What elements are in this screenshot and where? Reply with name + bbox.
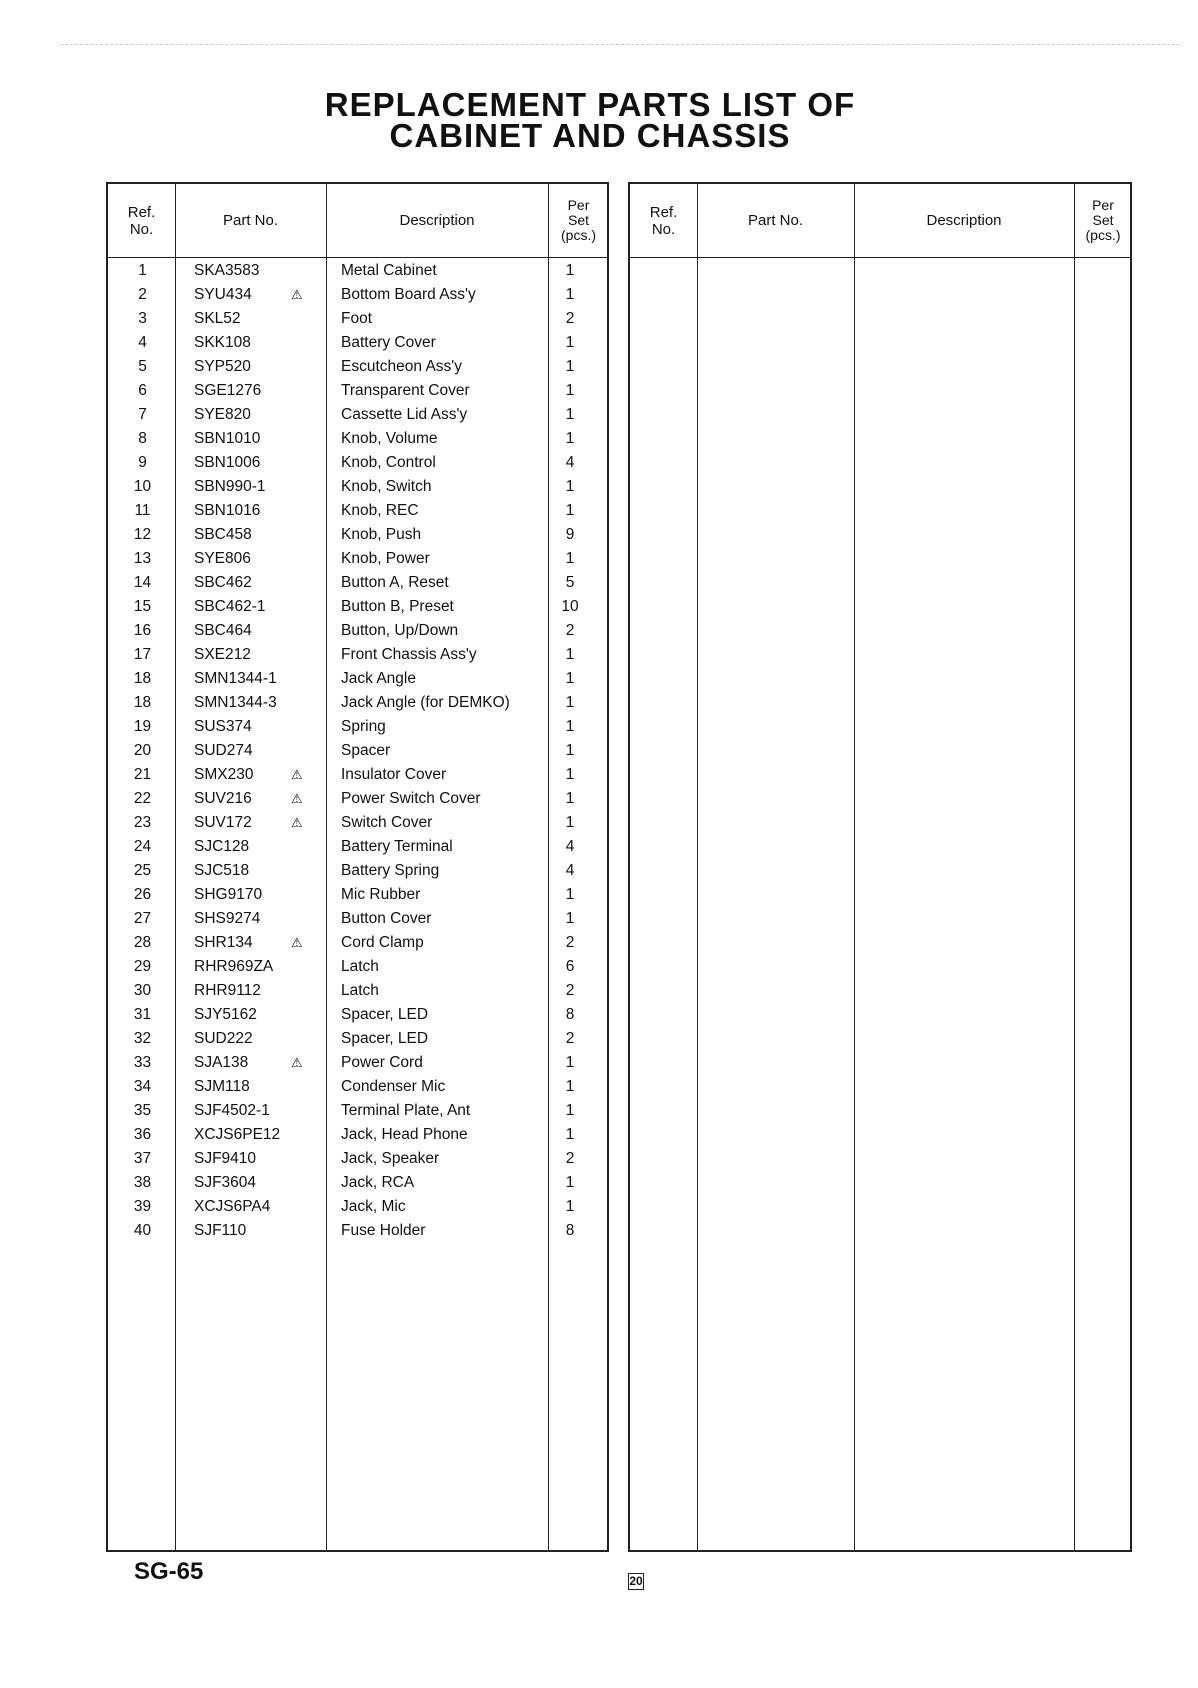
- per-set-qty-cell: 1: [565, 886, 575, 903]
- per-set-qty-cell: 10: [561, 598, 579, 615]
- description-cell: Knob, Power: [341, 550, 430, 567]
- ref-no-cell: 24: [133, 838, 152, 855]
- part-no-cell: SBC464: [194, 622, 252, 639]
- part-no-cell: SJF110: [194, 1222, 247, 1239]
- table-row: [108, 1075, 607, 1099]
- table-row: [108, 1027, 607, 1051]
- description-cell: Spacer, LED: [341, 1030, 429, 1047]
- ref-no-cell: 21: [133, 766, 152, 783]
- description-cell: Button, Up/Down: [341, 622, 459, 639]
- ref-no-cell: 4: [138, 334, 147, 351]
- ref-no-cell: 36: [133, 1126, 152, 1143]
- per-set-qty-cell: 1: [565, 430, 575, 447]
- per-set-qty-cell: 1: [565, 910, 575, 927]
- description-cell: Spacer, LED: [341, 1006, 429, 1023]
- ref-no-cell: 35: [133, 1102, 152, 1119]
- description-cell: Button Cover: [341, 910, 432, 927]
- part-no-cell: SJY5162: [194, 1006, 257, 1023]
- description-cell: Jack Angle (for DEMKO): [341, 694, 510, 711]
- ref-no-cell: 20: [133, 742, 152, 759]
- ref-no-cell: 15: [133, 598, 152, 615]
- description-cell: Cassette Lid Ass'y: [341, 406, 468, 423]
- part-no-cell: SUD274: [194, 742, 253, 759]
- per-set-qty-cell: 1: [565, 694, 575, 711]
- part-no-cell: SKA3583: [194, 262, 260, 279]
- ref-no-cell: 25: [133, 862, 152, 879]
- header-part-no: Part No.: [222, 212, 279, 229]
- ref-no-cell: 26: [133, 886, 152, 903]
- description-cell: Knob, Push: [341, 526, 422, 543]
- description-cell: Latch: [341, 958, 379, 975]
- page-title-line-1: REPLACEMENT PARTS LIST OF: [324, 86, 856, 123]
- ref-no-cell: 40: [133, 1222, 152, 1239]
- table-row: [108, 499, 607, 523]
- part-no-cell: SHR134: [194, 934, 253, 951]
- per-set-qty-cell: 2: [565, 310, 575, 327]
- part-no-cell: SJF9410: [194, 1150, 257, 1167]
- ref-no-cell: 9: [138, 454, 147, 471]
- header-per-set: Per Set (pcs.): [561, 197, 596, 243]
- table-row: [108, 259, 607, 283]
- table-row: [108, 883, 607, 907]
- column-divider: [697, 184, 698, 1550]
- part-no-cell: SUV172: [194, 814, 252, 831]
- part-no-cell: SMX230: [194, 766, 254, 783]
- part-no-cell: SBC458: [194, 526, 252, 543]
- scan-top-rule: [60, 44, 1180, 45]
- description-cell: Power Switch Cover: [341, 790, 481, 807]
- ref-no-cell: 39: [133, 1198, 152, 1215]
- table-row: [108, 355, 607, 379]
- part-no-cell: XCJS6PE12: [194, 1126, 281, 1143]
- table-row: [108, 547, 607, 571]
- description-cell: Terminal Plate, Ant: [341, 1102, 471, 1119]
- ref-no-cell: 38: [133, 1174, 152, 1191]
- part-no-cell: SXE212: [194, 646, 251, 663]
- ref-no-cell: 28: [133, 934, 152, 951]
- per-set-qty-cell: 1: [565, 334, 575, 351]
- per-set-qty-cell: 8: [565, 1006, 575, 1023]
- per-set-qty-cell: 2: [565, 934, 575, 951]
- header-part-no: Part No.: [747, 212, 804, 229]
- description-cell: Foot: [341, 310, 373, 327]
- description-cell: Power Cord: [341, 1054, 423, 1071]
- per-set-qty-cell: 1: [565, 502, 575, 519]
- ref-no-cell: 8: [138, 430, 147, 447]
- ref-no-cell: 2: [138, 286, 147, 303]
- page-title-line-2: CABINET AND CHASSIS: [389, 117, 791, 154]
- per-set-qty-cell: 2: [565, 982, 575, 999]
- per-set-qty-cell: 1: [565, 1054, 575, 1071]
- part-no-cell: SYE806: [194, 550, 251, 567]
- part-no-cell: SMN1344-1: [194, 670, 277, 687]
- table-row: [108, 763, 607, 787]
- description-cell: Insulator Cover: [341, 766, 447, 783]
- description-cell: Knob, Volume: [341, 430, 438, 447]
- part-no-cell: SKK108: [194, 334, 251, 351]
- safety-warning-icon: ⚠: [291, 287, 303, 302]
- part-no-cell: SJC128: [194, 838, 250, 855]
- per-set-qty-cell: 1: [565, 1126, 575, 1143]
- per-set-qty-cell: 1: [565, 406, 575, 423]
- table-row: [108, 451, 607, 475]
- part-no-cell: SBC462: [194, 574, 252, 591]
- description-cell: Knob, Control: [341, 454, 436, 471]
- table-row: [108, 403, 607, 427]
- part-no-cell: SHG9170: [194, 886, 263, 903]
- per-set-qty-cell: 1: [565, 1102, 575, 1119]
- per-set-qty-cell: 1: [565, 382, 575, 399]
- ref-no-cell: 6: [138, 382, 147, 399]
- safety-warning-icon: ⚠: [291, 767, 303, 782]
- ref-no-cell: 27: [133, 910, 152, 927]
- safety-warning-icon: ⚠: [291, 935, 303, 950]
- per-set-qty-cell: 1: [565, 646, 575, 663]
- description-cell: Spring: [341, 718, 386, 735]
- safety-warning-icon: ⚠: [291, 815, 303, 830]
- description-cell: Button B, Preset: [341, 598, 454, 615]
- table-row: [108, 1171, 607, 1195]
- ref-no-cell: 7: [138, 406, 147, 423]
- table-row: [108, 907, 607, 931]
- table-row: [108, 979, 607, 1003]
- per-set-qty-cell: 1: [565, 358, 575, 375]
- part-no-cell: SJA138: [194, 1054, 249, 1071]
- header-ref-no: Ref. No.: [127, 203, 156, 238]
- part-no-cell: SUS374: [194, 718, 252, 735]
- table-row: [108, 1195, 607, 1219]
- ref-no-cell: 10: [133, 478, 152, 495]
- per-set-qty-cell: 1: [565, 1078, 575, 1095]
- table-row: [108, 715, 607, 739]
- ref-no-cell: 22: [133, 790, 152, 807]
- part-no-cell: SBC462-1: [194, 598, 266, 615]
- ref-no-cell: 3: [138, 310, 147, 327]
- description-cell: Front Chassis Ass'y: [341, 646, 477, 663]
- part-no-cell: SUV216: [194, 790, 252, 807]
- per-set-qty-cell: 1: [565, 766, 575, 783]
- part-no-cell: SJC518: [194, 862, 250, 879]
- description-cell: Bottom Board Ass'y: [341, 286, 476, 303]
- description-cell: Spacer: [341, 742, 391, 759]
- table-row: [108, 619, 607, 643]
- table-row: [108, 835, 607, 859]
- ref-no-cell: 37: [133, 1150, 152, 1167]
- part-no-cell: SKL52: [194, 310, 241, 327]
- per-set-qty-cell: 4: [565, 838, 575, 855]
- page-number: 20: [629, 1574, 643, 1588]
- part-no-cell: RHR969ZA: [194, 958, 274, 975]
- description-cell: Condenser Mic: [341, 1078, 446, 1095]
- header-description: Description: [399, 212, 475, 229]
- table-row: [108, 1147, 607, 1171]
- description-cell: Mic Rubber: [341, 886, 421, 903]
- per-set-qty-cell: 4: [565, 862, 575, 879]
- table-row: [108, 379, 607, 403]
- description-cell: Jack Angle: [341, 670, 416, 687]
- table-row: [108, 1219, 607, 1243]
- per-set-qty-cell: 8: [565, 1222, 575, 1239]
- ref-no-cell: 16: [133, 622, 152, 639]
- description-cell: Battery Spring: [341, 862, 440, 879]
- ref-no-cell: 33: [133, 1054, 152, 1071]
- part-no-cell: SBN1010: [194, 430, 261, 447]
- table-row: [108, 427, 607, 451]
- table-row: [108, 1003, 607, 1027]
- table-row: [108, 523, 607, 547]
- per-set-qty-cell: 1: [565, 790, 575, 807]
- per-set-qty-cell: 4: [565, 454, 575, 471]
- description-cell: Metal Cabinet: [341, 262, 437, 279]
- description-cell: Jack, Head Phone: [341, 1126, 468, 1143]
- per-set-qty-cell: 1: [565, 670, 575, 687]
- table-row: [108, 475, 607, 499]
- description-cell: Jack, RCA: [341, 1174, 415, 1191]
- ref-no-cell: 34: [133, 1078, 152, 1095]
- per-set-qty-cell: 1: [565, 1174, 575, 1191]
- table-row: [108, 955, 607, 979]
- parts-table-right: [628, 182, 1132, 1552]
- ref-no-cell: 30: [133, 982, 152, 999]
- part-no-cell: SUD222: [194, 1030, 253, 1047]
- ref-no-cell: 12: [133, 526, 152, 543]
- table-row: [108, 691, 607, 715]
- table-row: [108, 931, 607, 955]
- description-cell: Button A, Reset: [341, 574, 449, 591]
- part-no-cell: SYE820: [194, 406, 251, 423]
- ref-no-cell: 13: [133, 550, 152, 567]
- ref-no-cell: 32: [133, 1030, 152, 1047]
- table-row: [108, 595, 607, 619]
- per-set-qty-cell: 1: [565, 742, 575, 759]
- column-divider: [854, 184, 855, 1550]
- per-set-qty-cell: 1: [565, 286, 575, 303]
- per-set-qty-cell: 2: [565, 622, 575, 639]
- table-row: [108, 667, 607, 691]
- table-row: [108, 643, 607, 667]
- per-set-qty-cell: 1: [565, 550, 575, 567]
- table-row: [108, 331, 607, 355]
- description-cell: Knob, REC: [341, 502, 419, 519]
- per-set-qty-cell: 1: [565, 814, 575, 831]
- description-cell: Latch: [341, 982, 379, 999]
- description-cell: Jack, Speaker: [341, 1150, 440, 1167]
- ref-no-cell: 31: [133, 1006, 152, 1023]
- table-row: [108, 787, 607, 811]
- ref-no-cell: 14: [133, 574, 152, 591]
- table-row: [108, 1051, 607, 1075]
- table-row: [108, 739, 607, 763]
- ref-no-cell: 23: [133, 814, 152, 831]
- description-cell: Knob, Switch: [341, 478, 432, 495]
- part-no-cell: SHS9274: [194, 910, 261, 927]
- part-no-cell: SYU434: [194, 286, 252, 303]
- description-cell: Battery Terminal: [341, 838, 453, 855]
- ref-no-cell: 1: [138, 262, 147, 279]
- table-row: [108, 571, 607, 595]
- description-cell: Battery Cover: [341, 334, 436, 351]
- ref-no-cell: 29: [133, 958, 152, 975]
- ref-no-cell: 5: [138, 358, 147, 375]
- description-cell: Fuse Holder: [341, 1222, 426, 1239]
- ref-no-cell: 18: [133, 670, 152, 687]
- header-description: Description: [926, 212, 1002, 229]
- table-row: [108, 811, 607, 835]
- part-no-cell: SBN1016: [194, 502, 261, 519]
- description-cell: Jack, Mic: [341, 1198, 406, 1215]
- part-no-cell: RHR9112: [194, 982, 261, 999]
- ref-no-cell: 18: [133, 694, 152, 711]
- per-set-qty-cell: 5: [565, 574, 575, 591]
- part-no-cell: SGE1276: [194, 382, 262, 399]
- table-row: [108, 859, 607, 883]
- part-no-cell: SBN1006: [194, 454, 261, 471]
- part-no-cell: SBN990-1: [194, 478, 266, 495]
- header-ref-no: Ref. No.: [649, 203, 678, 238]
- part-no-cell: SYP520: [194, 358, 251, 375]
- parts-rows: [108, 259, 607, 1243]
- part-no-cell: SJM118: [194, 1078, 250, 1095]
- per-set-qty-cell: 1: [565, 262, 575, 279]
- ref-no-cell: 17: [133, 646, 152, 663]
- per-set-qty-cell: 1: [565, 478, 575, 495]
- description-cell: Cord Clamp: [341, 934, 424, 951]
- safety-warning-icon: ⚠: [291, 791, 303, 806]
- part-no-cell: SMN1344-3: [194, 694, 277, 711]
- per-set-qty-cell: 2: [565, 1150, 575, 1167]
- header-per-set: Per Set (pcs.): [1085, 197, 1121, 243]
- column-divider: [1074, 184, 1075, 1550]
- table-row: [108, 283, 607, 307]
- part-no-cell: SJF3604: [194, 1174, 257, 1191]
- description-cell: Transparent Cover: [341, 382, 470, 399]
- header-divider: [630, 257, 1130, 258]
- description-cell: Switch Cover: [341, 814, 433, 831]
- table-row: [108, 307, 607, 331]
- table-row: [108, 1123, 607, 1147]
- header-divider: [108, 257, 607, 258]
- part-no-cell: SJF4502-1: [194, 1102, 270, 1119]
- safety-warning-icon: ⚠: [291, 1055, 303, 1070]
- per-set-qty-cell: 1: [565, 718, 575, 735]
- per-set-qty-cell: 1: [565, 1198, 575, 1215]
- table-row: [108, 1099, 607, 1123]
- ref-no-cell: 11: [134, 502, 151, 519]
- part-no-cell: XCJS6PA4: [194, 1198, 271, 1215]
- parts-table-left: [106, 182, 609, 1552]
- per-set-qty-cell: 2: [565, 1030, 575, 1047]
- model-code: SG-65: [134, 1558, 204, 1585]
- description-cell: Escutcheon Ass'y: [341, 358, 462, 375]
- per-set-qty-cell: 6: [565, 958, 575, 975]
- per-set-qty-cell: 9: [565, 526, 575, 543]
- ref-no-cell: 19: [133, 718, 152, 735]
